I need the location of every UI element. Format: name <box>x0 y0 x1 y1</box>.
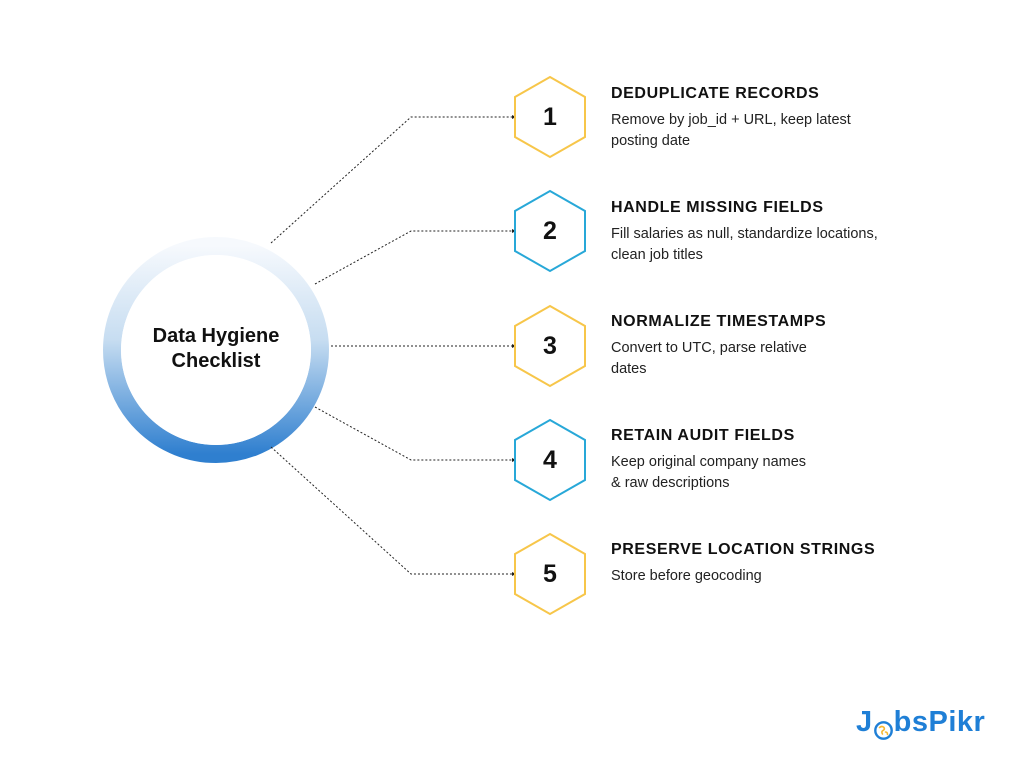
logo-text-start: J <box>856 705 873 738</box>
step-5-text <box>611 540 911 587</box>
step-3-description-line-1: Convert to UTC, parse relative <box>611 340 807 356</box>
step-1-description <box>611 110 911 152</box>
step-2-description <box>611 224 911 266</box>
connector-5 <box>271 447 516 574</box>
step-1-title: DEDUPLICATE RECORDS <box>611 85 820 102</box>
step-2-description-line-1: Fill salaries as null, standardize locations, <box>611 226 878 242</box>
step-1-description-line-2: posting date <box>611 133 691 149</box>
step-5-description-line-1: Store before geocoding <box>611 568 762 584</box>
step-4-description-line-2: & raw descriptions <box>611 475 730 491</box>
step-4-text <box>611 426 911 494</box>
step-1-number: 1 <box>543 103 557 131</box>
step-3-number: 3 <box>543 332 557 360</box>
step-4-title: RETAIN AUDIT FIELDS <box>611 427 795 444</box>
hub-title <box>116 324 316 374</box>
step-5-title: PRESERVE LOCATION STRINGS <box>611 541 876 558</box>
step-3-description <box>611 338 911 380</box>
step-4-number: 4 <box>543 446 557 474</box>
hub-title-line-1: Data Hygiene <box>152 325 280 347</box>
step-5-description <box>611 566 911 587</box>
step-1-text <box>611 84 911 152</box>
step-3-title: NORMALIZE TIMESTAMPS <box>611 313 827 330</box>
connector-4 <box>315 407 516 460</box>
logo-text-end: bsPikr <box>893 705 986 738</box>
step-4-description <box>611 452 911 494</box>
step-3-text <box>611 312 911 380</box>
step-4-description-line-1: Keep original company names <box>611 454 807 470</box>
connector-1 <box>271 117 516 243</box>
hub-title-line-2: Checklist <box>171 350 261 372</box>
connector-2 <box>315 231 516 284</box>
jobspikr-logo <box>856 702 985 742</box>
step-2-text <box>611 198 911 266</box>
step-3-description-line-2: dates <box>611 361 647 377</box>
step-2-number: 2 <box>543 217 557 245</box>
globe-icon <box>874 715 893 734</box>
step-2-description-line-2: clean job titles <box>611 247 703 263</box>
step-5-number: 5 <box>543 560 557 588</box>
step-2-title: HANDLE MISSING FIELDS <box>611 199 824 216</box>
step-1-description-line-1: Remove by job_id + URL, keep latest <box>611 112 851 128</box>
